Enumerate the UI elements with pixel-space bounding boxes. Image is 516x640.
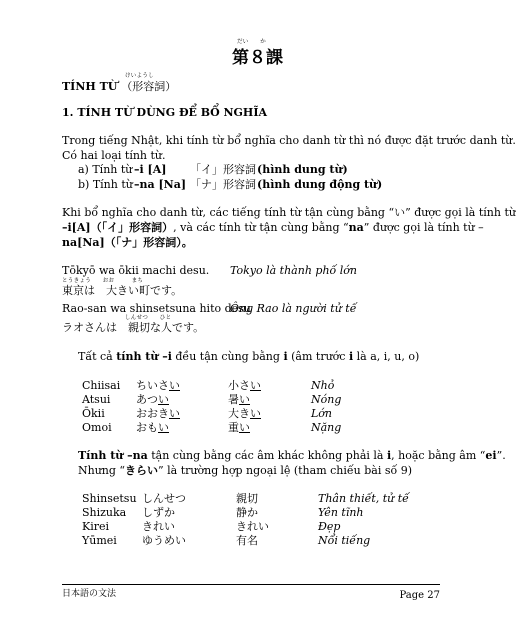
i-adj-2-kana — [136, 393, 169, 407]
i-adj-4-kanji-ending: い — [239, 421, 250, 434]
na-adj-note-i: i — [386, 449, 392, 462]
explain-na: na — [348, 221, 364, 234]
na-adj-3-kanji: きれい — [236, 520, 269, 533]
i-adj-note-post: (âm trước — [287, 350, 349, 363]
type-b-jp: 「ナ」形容詞 — [190, 178, 256, 191]
i-adj-1-vn: Nhỏ — [311, 379, 335, 392]
i-adj-4-vn: Nặng — [311, 421, 342, 434]
section-title-label: TÍNH TỪ — [62, 80, 118, 93]
i-adj-3-kana — [136, 407, 180, 421]
i-adj-note-bold1: tính từ –i — [116, 350, 172, 363]
type-a-vn: (hình dung từ) — [257, 163, 348, 176]
na-adj-note-2-pre: Nhưng “ — [78, 464, 126, 477]
i-adj-4-kana-stem: おも — [136, 421, 158, 434]
na-adj-note-line-1 — [78, 449, 506, 463]
explain-line-2 — [62, 221, 484, 235]
na-adj-2-vn: Yên tĩnh — [318, 506, 364, 519]
section-title-jp: （形容詞） — [121, 80, 177, 93]
i-adj-1-kanji-ending: い — [250, 379, 261, 392]
i-adj-4-kana — [136, 421, 169, 435]
i-adj-1-kanji — [228, 379, 261, 393]
na-adj-2-kana: しずか — [142, 506, 175, 519]
explain-code-na: na[Na] — [62, 236, 105, 249]
example-1-romaji: Tōkyō wa ōkii machi desu. — [62, 264, 210, 277]
example-1-vn: Tokyo là thành phố lớn — [230, 264, 357, 277]
lesson-title-ruby: だい か — [237, 39, 267, 45]
example-2-ruby: しんせつ ひと — [125, 315, 172, 321]
footer-book-title: 日本語の文法 — [62, 589, 117, 599]
explain-jp-na: （「ナ」形容詞）。 — [104, 236, 193, 249]
na-adj-note-bold: Tính từ –na — [78, 449, 148, 462]
na-adj-note-line-2 — [78, 464, 412, 478]
intro-line-2: Có hai loại tính từ. — [62, 149, 166, 162]
example-2-jp: ラオさんは 親切な人です。 — [62, 321, 205, 334]
explain-line-3 — [62, 236, 193, 250]
i-adj-3-kanji-stem: 大き — [228, 407, 250, 420]
na-adj-1-romaji: Shinsetsu — [82, 492, 137, 505]
example-1-ruby: とうきょう おお まち — [62, 278, 144, 284]
explain-code-i: –i[A] — [62, 221, 91, 234]
i-adj-3-kana-ending: い — [169, 407, 180, 420]
type-a-jp: 「イ」形容詞 — [190, 163, 256, 176]
type-b-vn: (hình dung động từ) — [257, 178, 383, 191]
intro-line-1: Trong tiếng Nhật, khi tính từ bổ nghĩa cho danh từ thì nó được đặt trước danh từ. — [62, 134, 516, 147]
na-adj-3-vn: Đẹp — [318, 520, 341, 533]
i-adj-1-kana-ending: い — [169, 379, 180, 392]
section-title — [62, 80, 176, 94]
i-adj-note-bold3: i — [348, 350, 354, 363]
type-b-prefix: b) Tính từ — [78, 178, 133, 191]
example-2-romaji: Rao-san wa shinsetsuna hito desu — [62, 302, 251, 315]
i-adj-2-kanji-ending: い — [239, 393, 250, 406]
example-2-vn: Ông Rao là người tử tế — [230, 302, 357, 315]
i-adj-note — [78, 350, 419, 364]
na-adj-4-romaji: Yūmei — [82, 534, 117, 547]
i-adj-3-vn: Lớn — [311, 407, 333, 420]
explain-text-2: , và các tính từ tận cùng bằng “ — [173, 221, 349, 234]
type-b-code: –na [Na] — [134, 178, 187, 191]
i-adj-note-end: là a, i, u, o) — [353, 350, 420, 363]
footer-divider — [62, 584, 440, 585]
na-adj-3-romaji: Kirei — [82, 520, 110, 533]
explain-text-3: ” được gọi là tính từ – — [363, 221, 484, 234]
na-adj-3-kana: きれい — [142, 520, 175, 533]
i-adj-2-kanji-stem: 暑 — [228, 393, 239, 406]
i-adj-note-pre: Tất cả — [78, 350, 117, 363]
na-adj-note-2-post: ” là trường hợp ngoại lệ (tham chiếu bài số 9) — [158, 464, 413, 477]
i-adj-3-kanji — [228, 407, 261, 421]
i-adj-1-kanji-stem: 小さ — [228, 379, 250, 392]
na-adj-1-vn: Thân thiết, tử tế — [318, 492, 409, 505]
na-adj-note-text-2: , hoặc bằng âm “ — [391, 449, 486, 462]
i-adj-4-kana-ending: い — [158, 421, 169, 434]
i-adj-3-romaji: Ōkii — [82, 407, 105, 420]
i-adj-2-vn: Nóng — [311, 393, 342, 406]
type-a-code: –i [A] — [134, 163, 167, 176]
lesson-title: 第８課 — [232, 48, 283, 68]
na-adj-4-kana: ゆうめい — [142, 534, 186, 547]
i-adj-2-kana-stem: あつ — [136, 393, 158, 406]
na-adj-note-end: ”. — [496, 449, 506, 462]
na-adj-2-romaji: Shizuka — [82, 506, 127, 519]
i-adj-2-kana-ending: い — [158, 393, 169, 406]
i-adj-note-bold2: i — [283, 350, 288, 363]
i-adj-1-romaji: Chiisai — [82, 379, 121, 392]
explain-jp-i: （「イ」形容詞） — [90, 221, 174, 234]
i-adj-note-mid: đều tận cùng bằng — [171, 350, 284, 363]
na-adj-4-vn: Nổi tiếng — [318, 534, 371, 547]
na-adj-note-text: tận cùng bằng các âm khác không phải là — [147, 449, 387, 462]
i-adj-2-kanji — [228, 393, 250, 407]
na-adj-1-kana: しんせつ — [142, 492, 186, 505]
example-1-jp: 東京は 大きい町です。 — [62, 284, 183, 297]
footer-page-number: Page 27 — [399, 590, 440, 601]
na-adj-2-kanji: 静か — [236, 506, 258, 519]
na-adj-note-kirai: きらい — [125, 464, 159, 477]
type-a-prefix: a) Tính từ — [78, 163, 133, 176]
explain-line-1: Khi bổ nghĩa cho danh từ, các tiếng tính từ tận cùng bằng “い” được gọi là tính từ — [62, 206, 516, 219]
i-adj-2-romaji: Atsui — [82, 393, 111, 406]
heading-1: 1. TÍNH TỪ DÙNG ĐỂ BỔ NGHĨA — [62, 106, 267, 119]
section-title-ruby: けいようし — [125, 73, 155, 79]
na-adj-note-ei: ei — [485, 449, 497, 462]
i-adj-1-kana-stem: ちいさ — [136, 379, 169, 392]
i-adj-4-romaji: Omoi — [82, 421, 112, 434]
na-adj-1-kanji: 親切 — [236, 492, 258, 505]
i-adj-1-kana — [136, 379, 180, 393]
i-adj-4-kanji-stem: 重 — [228, 421, 239, 434]
i-adj-3-kana-stem: おおき — [136, 407, 169, 420]
i-adj-3-kanji-ending: い — [250, 407, 261, 420]
na-adj-4-kanji: 有名 — [236, 534, 258, 547]
i-adj-4-kanji — [228, 421, 250, 435]
